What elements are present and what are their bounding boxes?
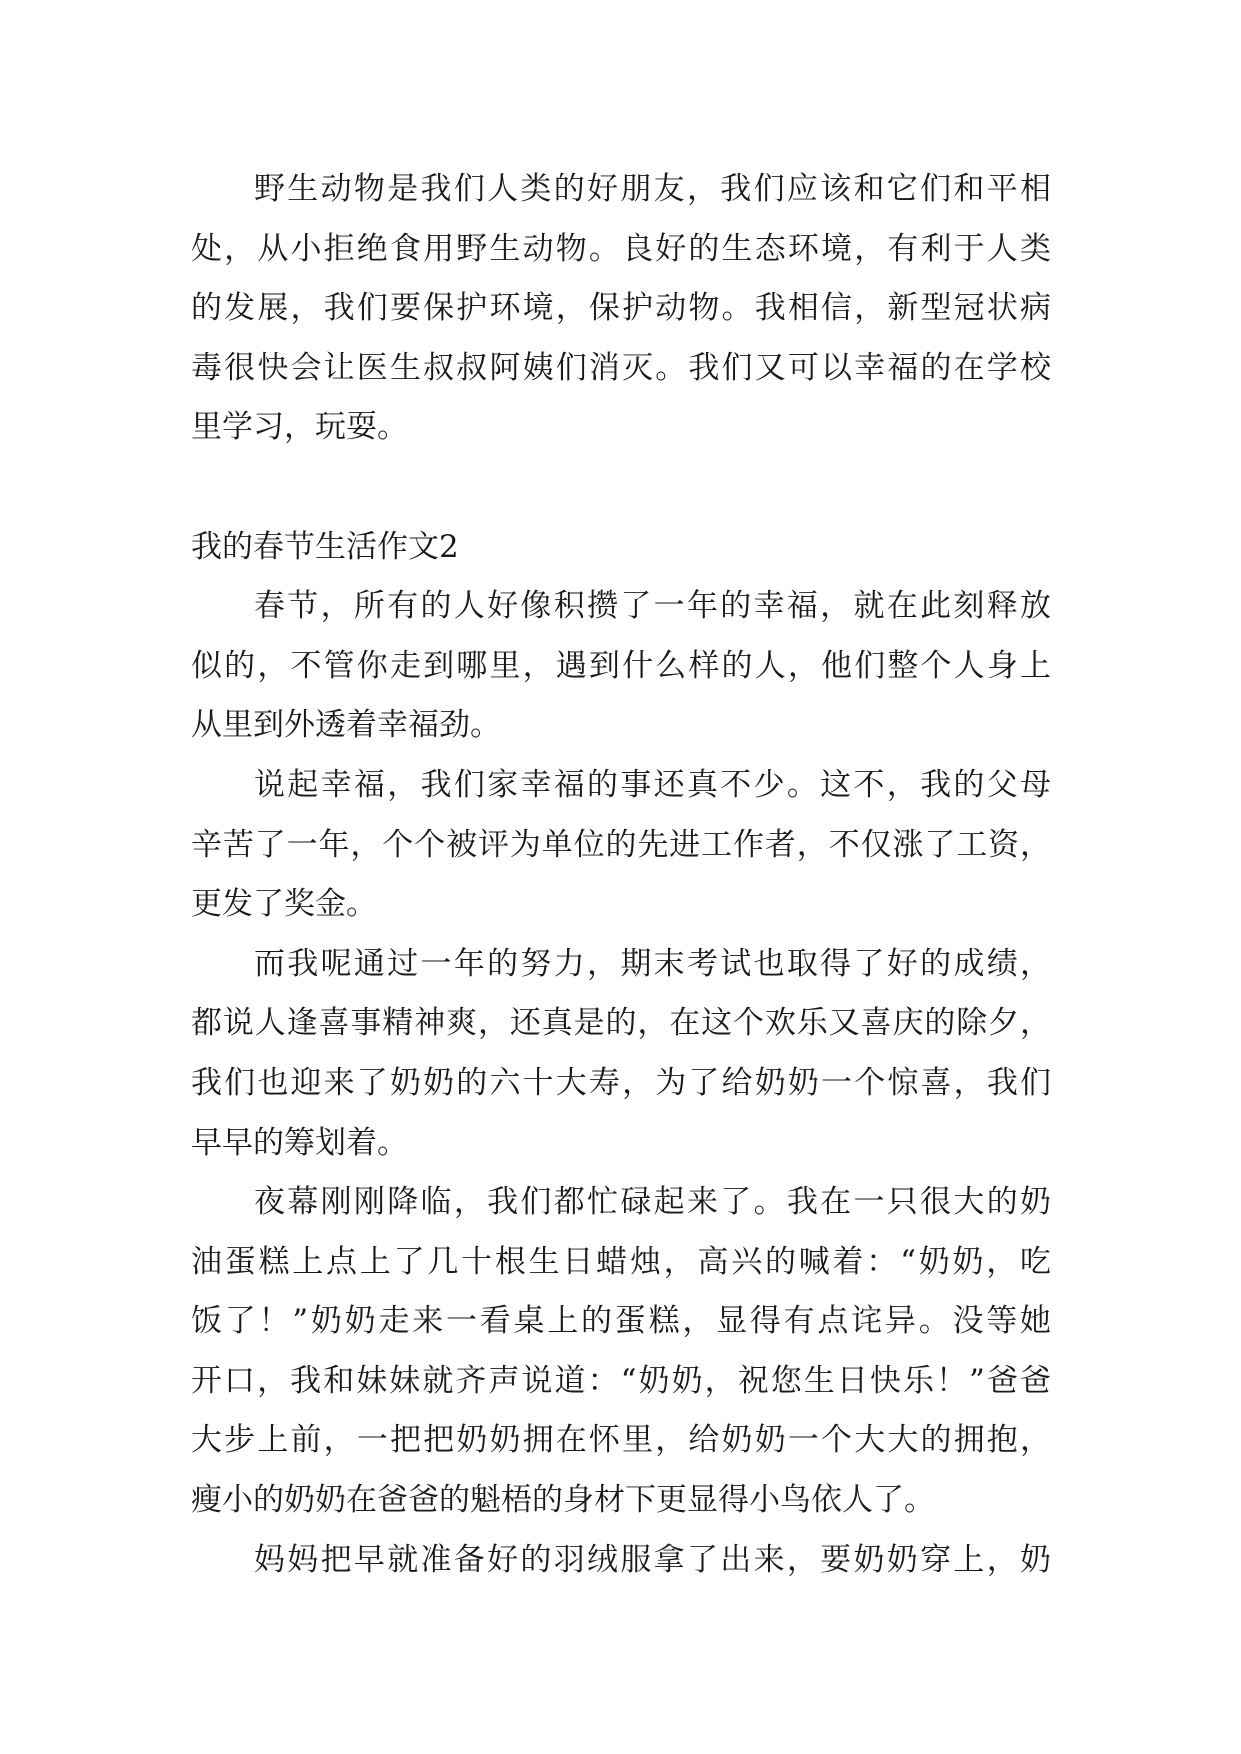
paragraph — [191, 1531, 1051, 1591]
text-line: 说起幸福，我们家幸福的事还真不少。这不，我的父母 — [254, 766, 1051, 803]
text-line: 早早的筹划着。 — [191, 1124, 408, 1161]
paragraph — [191, 577, 1051, 756]
text-line: 从里到外透着幸福劲。 — [191, 707, 501, 744]
text-line: 更发了奖金。 — [191, 886, 377, 923]
text-line: 的发展，我们要保护环境，保护动物。我相信，新型冠状病 — [191, 290, 1051, 327]
paragraph — [191, 935, 1051, 1173]
text-line: 毒很快会让医生叔叔阿姨们消灭。我们又可以幸福的在学校 — [191, 349, 1051, 386]
text-line: 大步上前，一把把奶奶拥在怀里，给奶奶一个大大的拥抱， — [191, 1422, 1051, 1459]
text-line: 开口，我和妹妹就齐声说道：“奶奶，祝您生日快乐！”爸爸 — [191, 1362, 1051, 1399]
text-line: 妈妈把早就准备好的羽绒服拿了出来，要奶奶穿上，奶 — [254, 1541, 1051, 1578]
text-line: 里学习，玩耍。 — [191, 409, 408, 446]
text-line: 饭了！”奶奶走来一看桌上的蛋糕，显得有点诧异。没等她 — [191, 1303, 1051, 1340]
text-line: 夜幕刚刚降临，我们都忙碌起来了。我在一只很大的奶 — [254, 1184, 1051, 1221]
text-line: 辛苦了一年，个个被评为单位的先进工作者，不仅涨了工资， — [191, 826, 1051, 863]
section-heading: 我的春节生活作文2 — [191, 528, 459, 565]
paragraph — [191, 160, 1051, 458]
paragraph — [191, 756, 1051, 935]
text-line: 我们也迎来了奶奶的六十大寿，为了给奶奶一个惊喜，我们 — [191, 1064, 1051, 1101]
text-line: 野生动物是我们人类的好朋友，我们应该和它们和平相 — [254, 171, 1051, 207]
paragraph — [191, 1173, 1051, 1531]
text-line: 春节，所有的人好像积攒了一年的幸福，就在此刻释放 — [254, 588, 1051, 625]
document-page — [191, 160, 1051, 1590]
text-line: 瘦小的奶奶在爸爸的魁梧的身材下更显得小鸟依人了。 — [191, 1482, 935, 1519]
paragraph-gap — [191, 458, 1051, 518]
text-line: 都说人逢喜事精神爽，还真是的，在这个欢乐又喜庆的除夕， — [191, 1005, 1051, 1042]
text-line: 油蛋糕上点上了几十根生日蜡烛，高兴的喊着：“奶奶，吃 — [191, 1243, 1051, 1280]
text-line: 而我呢通过一年的努力，期末考试也取得了好的成绩， — [254, 945, 1051, 982]
text-line: 似的，不管你走到哪里，遇到什么样的人，他们整个人身上 — [191, 647, 1051, 684]
text-line: 处，从小拒绝食用野生动物。良好的生态环境，有利于人类 — [191, 230, 1051, 267]
